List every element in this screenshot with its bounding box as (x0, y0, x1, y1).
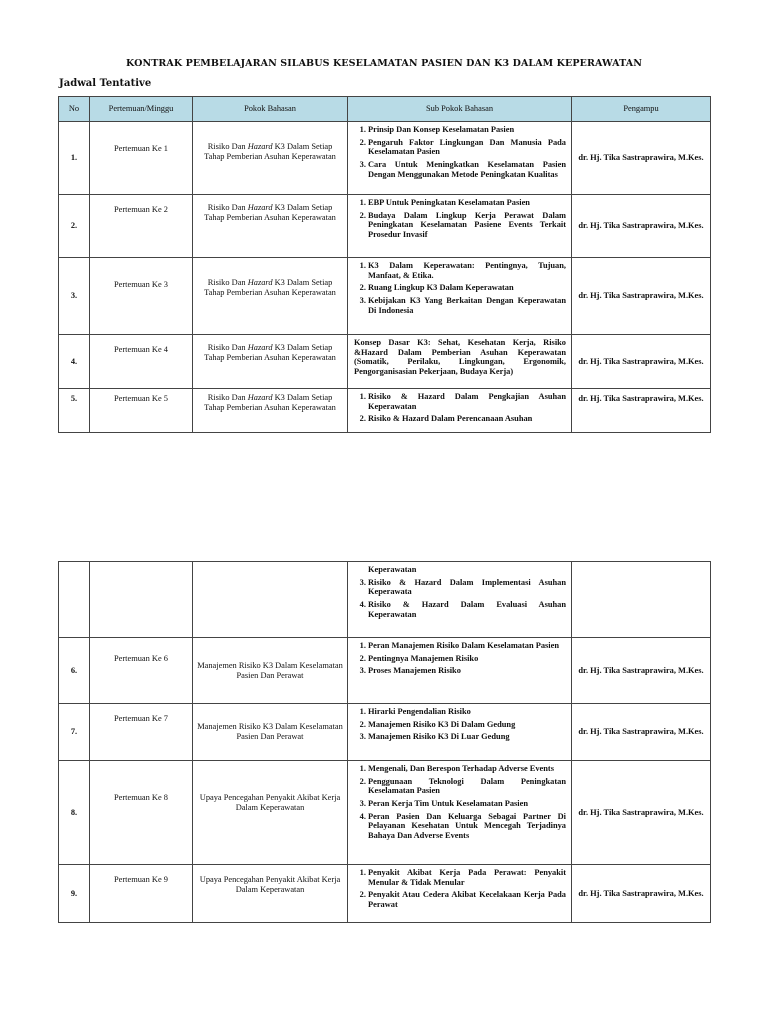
meeting-cell (90, 562, 193, 638)
topic-text: Risiko Dan (207, 343, 248, 352)
subtopic-item: 1. Peran Manajemen Risiko Dalam Keselamatan Pasien (368, 641, 566, 651)
meeting-cell: Pertemuan Ke 7 (90, 704, 193, 761)
row-number: 8. (59, 761, 90, 865)
subtopic-item: 2. Pengaruh Faktor Lingkungan Dan Manusia Pada Keselamatan Pasien (368, 138, 566, 157)
topic-text: K3 Dalam Setiap Tahap Pemberian Asuhan Keperawatan (204, 278, 336, 297)
table-row (59, 122, 711, 195)
topic-cell: Manajemen Risiko K3 Dalam Keselamatan Pasien Dan Perawat (193, 704, 348, 761)
meeting-cell: Pertemuan Ke 2 (90, 195, 193, 258)
subtopic-item: 1. Prinsip Dan Konsep Keselamatan Pasien (368, 125, 566, 135)
topic-hazard: Hazard (247, 393, 273, 402)
schedule-table-part-1 (58, 96, 711, 433)
subtopic-item: 1. Penyakit Akibat Kerja Pada Perawat: Penyakit Menular & Tidak Menular (368, 868, 566, 887)
topic-text: Risiko Dan (207, 142, 248, 151)
row-number (59, 562, 90, 638)
subtopic-cell (348, 562, 572, 638)
subtopic-paragraph: Konsep Dasar K3: Sehat, Kesehatan Kerja, Risiko &Hazard Dalam Pemberian Asuhan Keperawatan (Somatik, Perilaku, Lingkungan, Ergonomik, Pengorganisasian Pekerjaan, Budaya Kerja) (354, 338, 566, 376)
subtopic-item: 3. Kebijakan K3 Yang Berkaitan Dengan Keperawatan Di Indonesia (368, 296, 566, 315)
subtopic-item: 1. Mengenali, Dan Berespon Terhadap Adverse Events (368, 764, 566, 774)
topic-text: Risiko Dan (207, 203, 248, 212)
meeting-cell: Pertemuan Ke 6 (90, 638, 193, 704)
meeting-cell: Pertemuan Ke 5 (90, 389, 193, 433)
subtopic-item: 2. Budaya Dalam Lingkup Kerja Perawat Dalam Peningkatan Keselamatan Pasiene Events Terkait Prosedur Invasif (368, 211, 566, 240)
section-subtitle: Jadwal Tentative (59, 78, 152, 89)
lecturer-cell: dr. Hj. Tika Sastraprawira, M.Kes. (572, 335, 711, 389)
meeting-cell: Pertemuan Ke 4 (90, 335, 193, 389)
lecturer-cell: dr. Hj. Tika Sastraprawira, M.Kes. (572, 122, 711, 195)
table-row (59, 761, 711, 865)
table-header-row (59, 97, 711, 122)
row-number: 5. (59, 389, 90, 433)
lecturer-cell: dr. Hj. Tika Sastraprawira, M.Kes. (572, 761, 711, 865)
topic-text: Risiko Dan (207, 393, 248, 402)
topic-text: Risiko Dan (207, 278, 248, 287)
meeting-cell: Pertemuan Ke 1 (90, 122, 193, 195)
topic-cell (193, 122, 348, 195)
subtopic-cell (348, 389, 572, 433)
subtopic-item: 3. Manajemen Risiko K3 Di Luar Gedung (368, 732, 566, 742)
lecturer-cell (572, 562, 711, 638)
subtopic-item: 2. Manajemen Risiko K3 Di Dalam Gedung (368, 720, 566, 730)
row-number: 7. (59, 704, 90, 761)
subtopic-item: 2. Penyakit Atau Cedera Akibat Kecelakaan Kerja Pada Perawat (368, 890, 566, 909)
subtopic-cell (348, 335, 572, 389)
header-no: No (59, 97, 90, 122)
subtopic-item: 3. Risiko & Hazard Dalam Implementasi Asuhan Keperawata (368, 578, 566, 597)
topic-text: K3 Dalam Setiap Tahap Pemberian Asuhan Keperawatan (204, 343, 336, 362)
subtopic-item: 4. Risiko & Hazard Dalam Evaluasi Asuhan Keperawatan (368, 600, 566, 619)
table-row (59, 562, 711, 638)
subtopic-item: 2. Penggunaan Teknologi Dalam Peningkatan Keselamatan Pasien (368, 777, 566, 796)
lecturer-cell: dr. Hj. Tika Sastraprawira, M.Kes. (572, 704, 711, 761)
topic-cell (193, 258, 348, 335)
subtopic-item: 2. Ruang Lingkup K3 Dalam Keperawatan (368, 283, 566, 293)
lecturer-cell: dr. Hj. Tika Sastraprawira, M.Kes. (572, 195, 711, 258)
subtopic-item: 1. EBP Untuk Peningkatan Keselamatan Pasien (368, 198, 566, 208)
topic-hazard: Hazard (247, 142, 273, 151)
subtopic-item: 2. Pentingnya Manajemen Risiko (368, 654, 566, 664)
subtopic-item: 3. Peran Kerja Tim Untuk Keselamatan Pasien (368, 799, 566, 809)
subtopic-item: 1. Risiko & Hazard Dalam Pengkajian Asuhan Keperawatan (368, 392, 566, 411)
subtopic-cell (348, 865, 572, 923)
row-number: 3. (59, 258, 90, 335)
topic-cell (193, 195, 348, 258)
subtopic-cell (348, 638, 572, 704)
subtopic-cell (348, 258, 572, 335)
header-pokok-bahasan: Pokok Bahasan (193, 97, 348, 122)
subtopic-item: 1. K3 Dalam Keperawatan: Pentingnya, Tujuan, Manfaat, & Etika. (368, 261, 566, 280)
subtopic-cell (348, 761, 572, 865)
subtopic-cell (348, 704, 572, 761)
table-row (59, 865, 711, 923)
topic-text: K3 Dalam Setiap Tahap Pemberian Asuhan Keperawatan (204, 142, 336, 161)
table-row (59, 335, 711, 389)
lecturer-cell: dr. Hj. Tika Sastraprawira, M.Kes. (572, 865, 711, 923)
row-number: 6. (59, 638, 90, 704)
topic-text: K3 Dalam Setiap Tahap Pemberian Asuhan Keperawatan (204, 393, 336, 412)
topic-hazard: Hazard (247, 203, 273, 212)
topic-cell (193, 562, 348, 638)
document-title: KONTRAK PEMBELAJARAN SILABUS KESELAMATAN PASIEN DAN K3 DALAM KEPERAWATAN (126, 58, 642, 69)
table-row (59, 258, 711, 335)
subtopic-item: 2. Risiko & Hazard Dalam Perencanaan Asuhan (368, 414, 566, 424)
subtopic-item: 3. Cara Untuk Meningkatkan Keselamatan Pasien Dengan Menggunakan Metode Peningkatan Kualitas (368, 160, 566, 179)
header-pengampu: Pengampu (572, 97, 711, 122)
topic-hazard: Hazard (247, 343, 273, 352)
table-row (59, 704, 711, 761)
table-row (59, 638, 711, 704)
lecturer-cell: dr. Hj. Tika Sastraprawira, M.Kes. (572, 389, 711, 433)
row-number: 1. (59, 122, 90, 195)
topic-hazard: Hazard (247, 278, 273, 287)
subtopic-continued: Keperawatan (368, 565, 417, 574)
subtopic-cell (348, 195, 572, 258)
topic-cell (193, 389, 348, 433)
subtopic-item: 3. Proses Manajemen Risiko (368, 666, 566, 676)
lecturer-cell: dr. Hj. Tika Sastraprawira, M.Kes. (572, 638, 711, 704)
schedule-table-part-2 (58, 561, 711, 923)
subtopic-item: 4. Peran Pasien Dan Keluarga Sebagai Partner Di Pelayanan Kesehatan Untuk Mencegah Terjadinya Bahaya Dan Adverse Events (368, 812, 566, 841)
topic-cell: Upaya Pencegahan Penyakit Akibat Kerja Dalam Keperawatan (193, 865, 348, 923)
topic-cell: Upaya Pencegahan Penyakit Akibat Kerja Dalam Keperawatan (193, 761, 348, 865)
topic-text: K3 Dalam Setiap Tahap Pemberian Asuhan Keperawatan (204, 203, 336, 222)
header-sub-pokok-bahasan: Sub Pokok Bahasan (348, 97, 572, 122)
topic-cell: Manajemen Risiko K3 Dalam Keselamatan Pasien Dan Perawat (193, 638, 348, 704)
row-number: 2. (59, 195, 90, 258)
row-number: 4. (59, 335, 90, 389)
table-row (59, 195, 711, 258)
subtopic-item: 1. Hirarki Pengendalian Risiko (368, 707, 566, 717)
table-row (59, 389, 711, 433)
row-number: 9. (59, 865, 90, 923)
header-pertemuan: Pertemuan/Minggu (90, 97, 193, 122)
lecturer-cell: dr. Hj. Tika Sastraprawira, M.Kes. (572, 258, 711, 335)
topic-cell (193, 335, 348, 389)
meeting-cell: Pertemuan Ke 3 (90, 258, 193, 335)
subtopic-cell (348, 122, 572, 195)
meeting-cell: Pertemuan Ke 8 (90, 761, 193, 865)
meeting-cell: Pertemuan Ke 9 (90, 865, 193, 923)
